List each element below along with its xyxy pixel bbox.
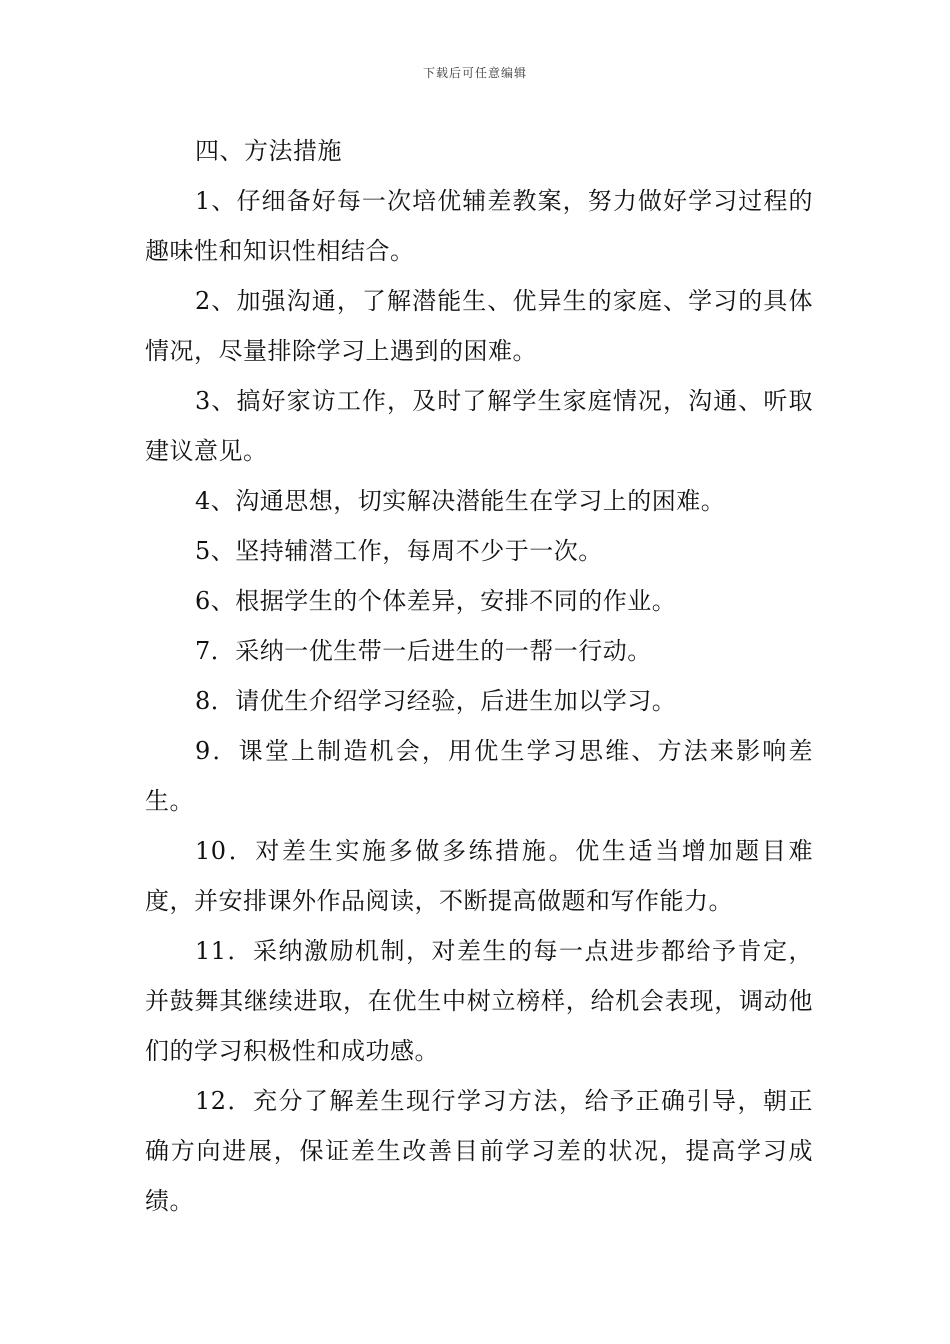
paragraph-6: 6、根据学生的个体差异，安排不同的作业。 [195,587,677,615]
paragraph-1: 1、仔细备好每一次培优辅差教案，努力做好学习过程的趣味性和知识性相结合。 [145,187,813,265]
page-header: 下载后可任意编辑 [422,66,527,80]
paragraph-3: 3、搞好家访工作，及时了解学生家庭情况，沟通、听取建议意见。 [145,387,813,465]
paragraph-9: 9．课堂上制造机会，用优生学习思维、方法来影响差生。 [145,737,813,815]
paragraph-8: 8．请优生介绍学习经验，后进生加以学习。 [195,687,677,715]
section-heading: 四、方法措施 [195,137,342,165]
paragraph-7: 7．采纳一优生带一后进生的一帮一行动。 [195,637,652,665]
document-body [145,126,813,1226]
paragraph-11: 11．采纳激励机制，对差生的每一点进步都给予肯定，并鼓舞其继续进取，在优生中树立榜样，给机会表现，调动他们的学习积极性和成功感。 [145,937,813,1065]
paragraph-2: 2、加强沟通，了解潜能生、优异生的家庭、学习的具体情况，尽量排除学习上遇到的困难。 [145,287,813,365]
paragraph-12: 12．充分了解差生现行学习方法，给予正确引导，朝正确方向进展，保证差生改善目前学习差的状况，提高学习成绩。 [145,1087,813,1215]
paragraph-5: 5、坚持辅潜工作，每周不少于一次。 [195,537,603,565]
paragraph-10: 10．对差生实施多做多练措施。优生适当增加题目难度，并安排课外作品阅读，不断提高做题和写作能力。 [145,837,813,915]
paragraph-4: 4、沟通思想，切实解决潜能生在学习上的困难。 [195,487,726,515]
